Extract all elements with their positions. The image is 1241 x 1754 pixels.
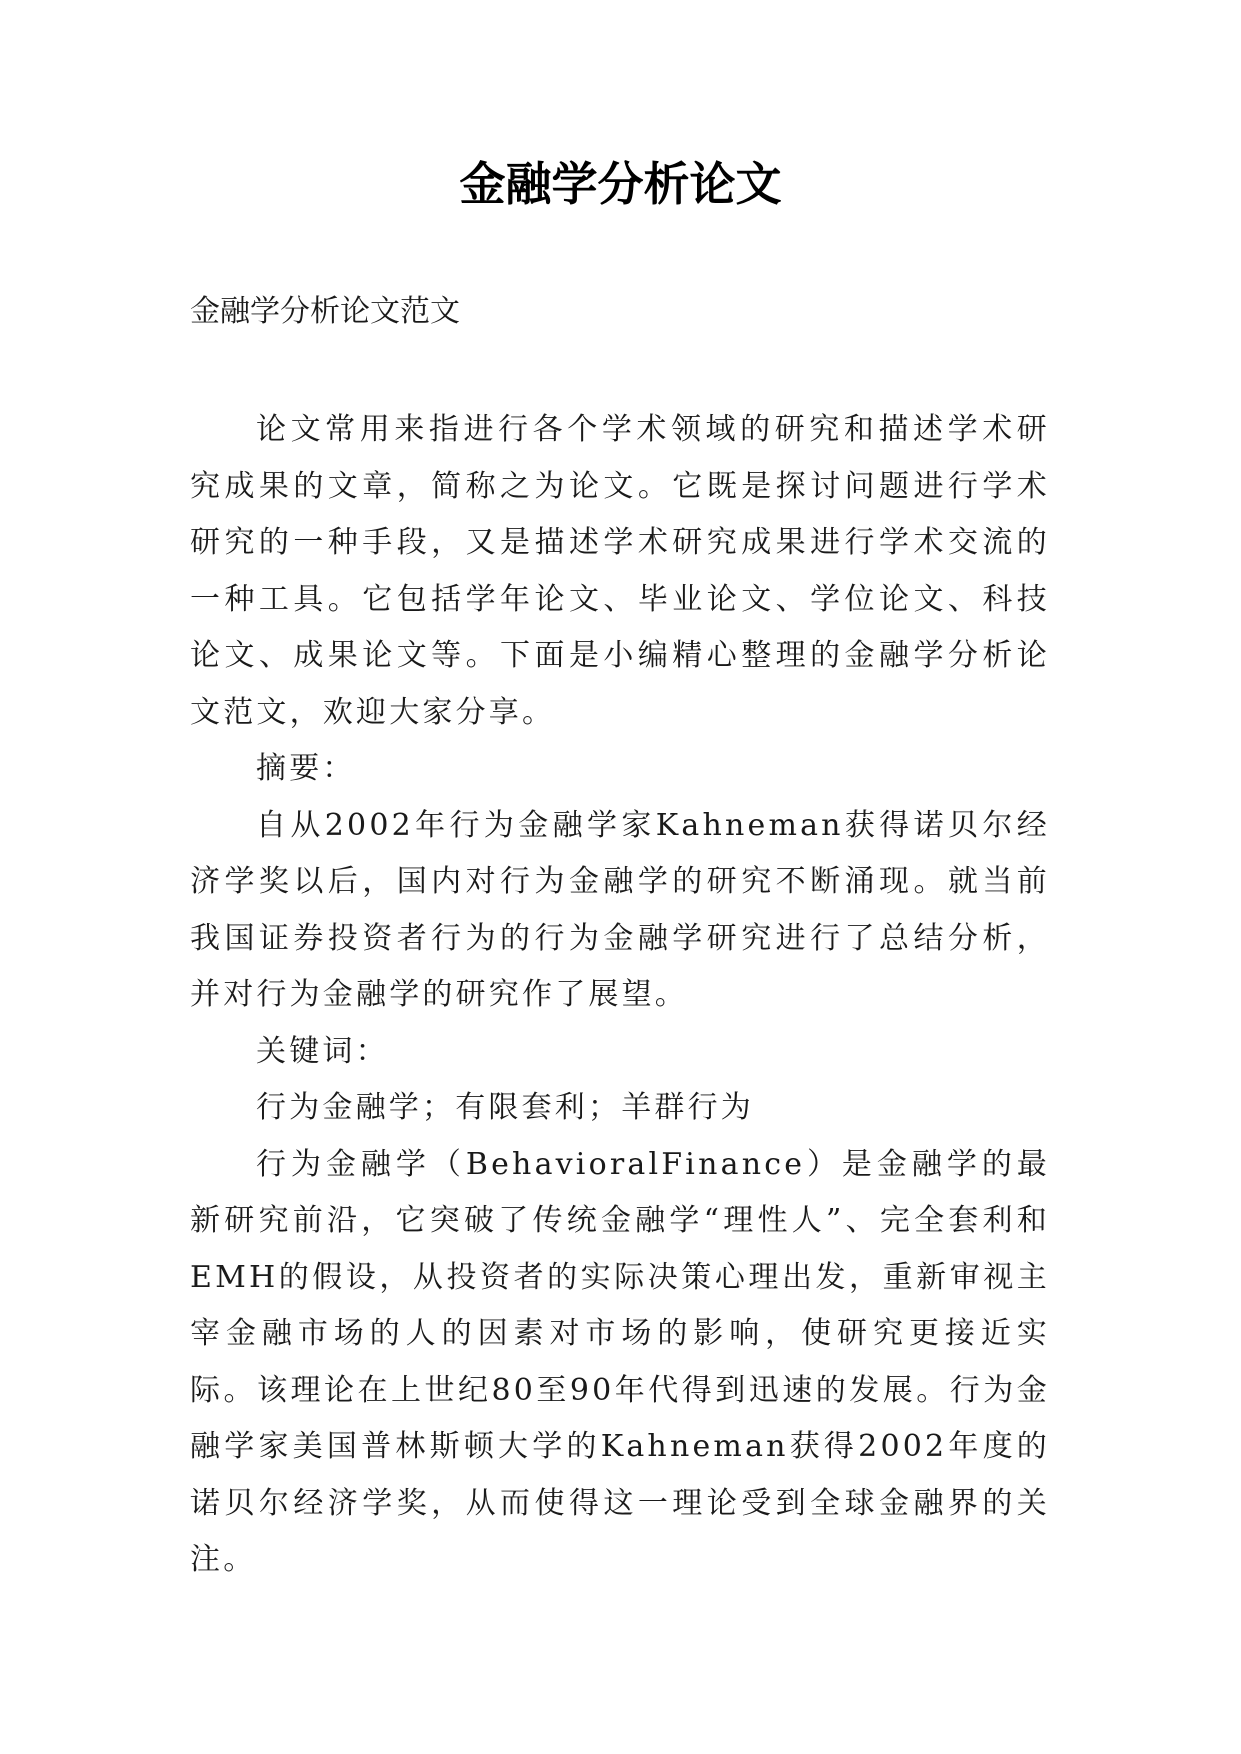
- paragraph-keywords-heading: 关键词：: [256, 1033, 389, 1069]
- paragraph-abstract-heading: 摘要：: [256, 751, 356, 786]
- paragraph-keywords: 行为金融学；有限套利；羊群行为: [256, 1090, 754, 1125]
- document-body: [190, 402, 1050, 1589]
- paragraph-main: 行为金融学（BehavioralFinance）是金融学的最新研究前沿，它突破了传统金融学“理性人”、完全套利和EMH的假设，从投资者的实际决策心理出发，重新审视主宰金融市场的人的因素对市场的影响，使研究更接近实际。该理论在上世纪80至90年代得到迅速的发展。行为金融学家美国普林斯顿大学的Kahneman获得2002年度的诺贝尔经济学奖，从而使得这一理论受到全球金融界的关注。: [190, 1146, 1050, 1577]
- paragraph-abstract: 自从2002年行为金融学家Kahneman获得诺贝尔经济学奖以后，国内对行为金融学的研究不断涌现。就当前我国证券投资者行为的行为金融学研究进行了总结分析，并对行为金融学的研究作了展望。: [190, 807, 1050, 1012]
- paragraph-intro: 论文常用来指进行各个学术领域的研究和描述学术研究成果的文章，简称之为论文。它既是探讨问题进行学术研究的一种手段，又是描述学术研究成果进行学术交流的一种工具。它包括学年论文、毕业论文、学位论文、科技论文、成果论文等。下面是小编精心整理的金融学分析论文范文，欢迎大家分享。: [190, 412, 1050, 730]
- document-title: 金融学分析论文: [459, 157, 782, 211]
- document-subtitle: 金融学分析论文范文: [190, 294, 460, 329]
